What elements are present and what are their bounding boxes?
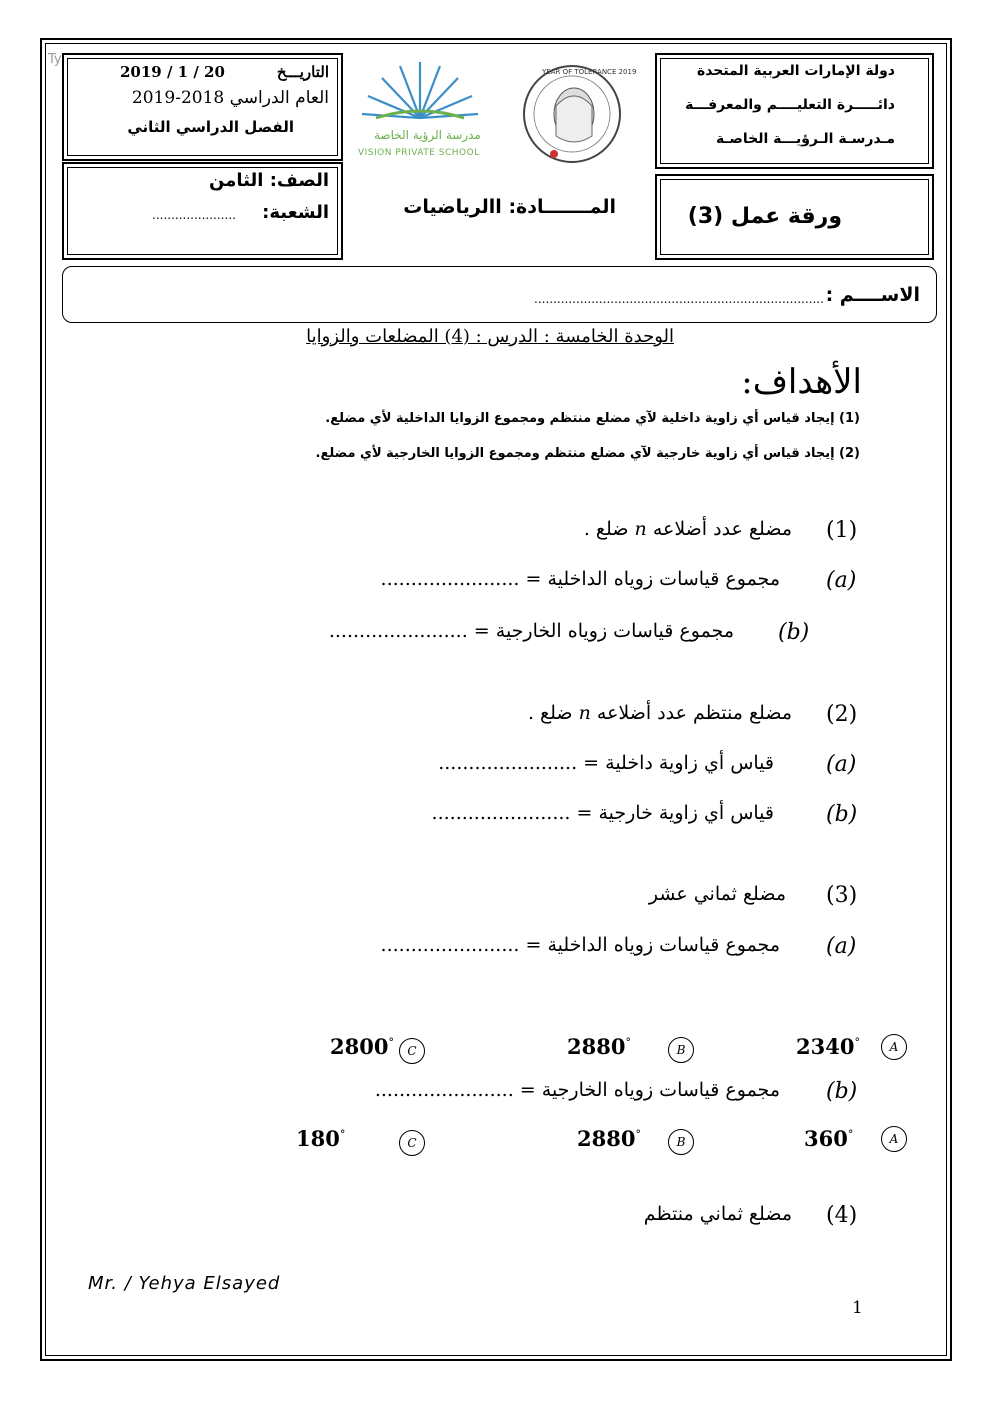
school-logo [356,58,484,166]
q2a-text: قياس أي زاوية داخلية = ....................... [438,752,774,774]
subject-line [403,196,616,218]
q2-n: n [578,702,591,724]
q2-text [528,702,792,724]
q4-text: مضلع ثماني منتظم [643,1203,792,1225]
date-value: 2019 / 1 / 20 [120,63,225,81]
q2-text-a: مضلع منتظم عدد أضلاعه [596,702,792,724]
q1a-text: مجموع قياسات زوياه الداخلية = ....................... [380,568,780,590]
q1-n: n [634,518,647,540]
degree-sign: ° [625,1036,631,1049]
degree-sign: ° [388,1036,394,1049]
q1-number: (1) [826,518,858,543]
q1b-text: مجموع قياسات زوياه الخارجية = ....................... [328,620,734,642]
degree-sign: ° [339,1128,346,1141]
objective-1: (1) إيجاد قياس أي زاوية داخلية لآي مضلع منتظم ومجموع الزوايا الداخلية لأي مضلع. [325,411,860,426]
grade-line: الصف: الثامن [209,170,329,191]
q2b-label: (b) [826,802,858,827]
q1-text-a: مضلع عدد أضلاعه [652,518,792,540]
q3a-choice-b-value [567,1034,631,1059]
degree-sign: ° [635,1128,641,1141]
department-line: دائـــــرة التعليــــم والمعرفـــة [685,97,895,113]
q3b-choice-c-value [296,1126,345,1151]
q3a-label: (a) [826,934,857,959]
q2-text-b: ضلع . [527,702,573,724]
q3b-choice-b-number: 2880 [577,1126,636,1151]
q3a-choice-c-value [330,1034,394,1059]
name-field[interactable]: ............................................................................ [534,292,824,306]
lesson-line: الوحدة الخامسة : الدرس : (4) المضلعات والزوايا [306,326,674,347]
academic-year: العام الدراسي 2018-2019 [131,88,329,108]
q4-number: (4) [826,1203,858,1228]
q1b-label: (b) [778,620,810,645]
q3a-text: مجموع قياسات زوياه الداخلية = ....................... [380,934,780,956]
subject-label: المـــــــادة: [508,196,616,218]
q3b-choice-c-circle[interactable]: C [399,1130,425,1156]
q3b-choice-a-number: 360 [804,1126,848,1151]
section-field[interactable]: ...................... [152,208,236,222]
q3b-choice-b-value [577,1126,641,1151]
school-logo-icon [356,58,484,128]
q3b-text: مجموع قياسات زوياه الخارجية = ....................... [374,1079,780,1101]
degree-sign: ° [847,1128,854,1141]
section-label: الشعبة: [262,202,329,223]
degree-sign: ° [854,1036,860,1049]
q3-number: (3) [826,883,858,908]
term-line: الفصل الدراسي الثاني [127,118,294,136]
subject-value: االرياضيات [403,196,502,218]
teacher-signature: Mr. / Yehya Elsayed [88,1273,281,1294]
q3a-choice-a-number: 2340 [796,1034,855,1059]
school-logo-text-en: VISION PRIVATE SCHOOL [358,148,480,158]
objective-2: (2) إيجاد قياس أي زاوية خارجية لآي مضلع منتظم ومجموع الزوايا الخارجية لأي مضلع. [315,446,860,461]
q1a-label: (a) [826,568,857,593]
country-line: دولة الإمارات العربية المتحدة [696,63,895,79]
school-logo-text: مدرسة الرؤية الخاصة [374,128,481,142]
school-line: مـدرسـة الـرؤيـــة الخاصـة [716,131,895,147]
q3b-choice-a-value [804,1126,853,1151]
tolerance-emblem-text: YEAR OF TOLERANCE 2019 [542,68,637,76]
q2-number: (2) [826,702,858,727]
q3b-choice-c-number: 180 [296,1126,340,1151]
q3b-choice-b-circle[interactable]: B [668,1129,694,1155]
name-label: الاســــم : [825,284,920,306]
q3b-label: (b) [826,1079,858,1104]
q3a-choice-c-circle[interactable]: C [399,1038,425,1064]
q3b-choice-a-circle[interactable]: A [881,1126,907,1152]
q3a-choice-a-circle[interactable]: A [881,1034,907,1060]
date-label: التاريـــخ [276,63,329,81]
objectives-heading: الأهداف: [741,362,862,402]
q2a-label: (a) [826,752,857,777]
q3a-choice-b-number: 2880 [567,1034,626,1059]
q1-text-b: ضلع . [583,518,629,540]
page-number: 1 [852,1298,863,1318]
q3a-choice-b-circle[interactable]: B [668,1037,694,1063]
corner-mark: Ty [48,52,62,67]
worksheet-title: ورقة عمل (3) [687,204,842,229]
q1-text [584,518,792,540]
tolerance-emblem [516,56,637,174]
q2b-text: قياس أي زاوية خارجية = ....................... [431,802,774,824]
q3a-choice-c-number: 2800 [330,1034,389,1059]
q3a-choice-a-value [796,1034,860,1059]
q3-text: مضلع ثماني عشر [648,883,786,905]
